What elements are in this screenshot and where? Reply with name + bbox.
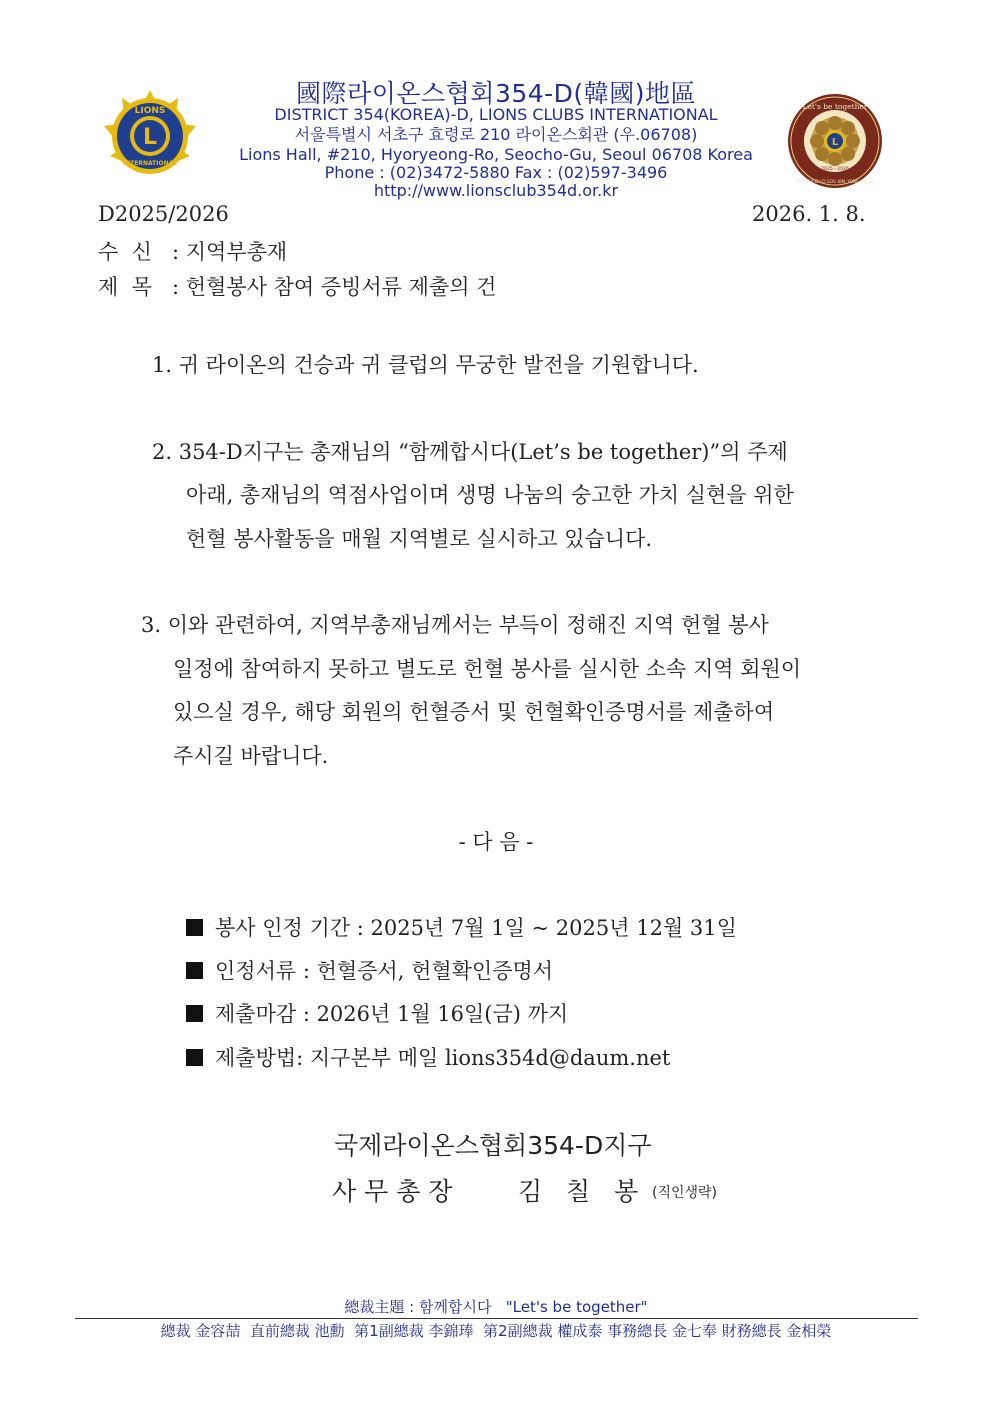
paragraph-3-line-1: 3. 이와 관련하여, 지역부총재님께서는 부득이 정해진 지역 헌혈 봉사 <box>141 613 769 637</box>
footer-officers: 總裁 金容喆 直前總裁 池勳 第1副總裁 李錦琫 第2副總裁 權成泰 事務總長 金七奉 財務總長 金相榮 <box>160 1322 832 1340</box>
item-text: 봉사 인정 기간 : 2025년 7월 1일 ~ 2025년 12월 31일 <box>215 916 737 940</box>
paragraph-3-line-2: 일정에 참여하지 못하고 별도로 헌혈 봉사를 실시한 소속 지역 회원이 <box>173 657 802 681</box>
square-bullet-icon <box>186 919 203 936</box>
square-bullet-icon <box>186 962 203 979</box>
svg-text:Let's be together: Let's be together <box>802 102 868 111</box>
item-text: 제출방법: 지구본부 메일 lions354d@daum.net <box>215 1046 671 1070</box>
document-number: D2025/2026 <box>98 202 229 226</box>
recipient-value: : 지역부총재 <box>172 240 288 264</box>
svg-text:LIONS: LIONS <box>134 106 166 116</box>
seal-omitted-note: (직인생략) <box>652 1185 718 1201</box>
paragraph-2-line-1: 2. 354-D지구는 총재님의 “함께합시다(Let’s be together)”의 주제 <box>152 440 788 464</box>
signature-organization: 국제라이온스협회354-D지구 <box>334 1131 652 1160</box>
signature-title: 사 무 총 장 <box>332 1177 453 1206</box>
paragraph-2-line-3: 헌혈 봉사활동을 매월 지역별로 실시하고 있습니다. <box>186 527 653 551</box>
svg-text:2025 - 2026: 2025 - 2026 <box>821 167 849 172</box>
item-text: 인정서류 : 헌혈증서, 헌혈확인증명서 <box>215 959 554 983</box>
lions-international-logo <box>100 88 200 184</box>
list-item <box>186 955 553 985</box>
subject-value: : 헌혈봉사 참여 증빙서류 제출의 건 <box>172 275 497 299</box>
lets-be-together-seal <box>786 92 884 190</box>
recipient-label: 수 신 <box>98 240 152 264</box>
footer-divider <box>75 1318 918 1319</box>
address-korean: 서울특별시 서초구 효령로 210 라이온스회관 (우.06708) <box>294 125 698 144</box>
document-date: 2026. 1. 8. <box>752 202 866 226</box>
notice-heading: - 다 음 - <box>458 830 534 854</box>
svg-text:L: L <box>831 137 839 148</box>
list-item <box>186 912 737 942</box>
svg-text:L: L <box>142 125 158 150</box>
list-item <box>186 1042 670 1072</box>
address-english: Lions Hall, #210, Hyoryeong-Ro, Seocho-Gu, Seoul 06708 Korea <box>239 145 753 164</box>
square-bullet-icon <box>186 1049 203 1066</box>
paragraph-2-line-2: 아래, 총재님의 역점사업이며 생명 나눔의 숭고한 가치 실현을 위한 <box>186 483 794 507</box>
svg-text:DIST.354-D LCI GOV. KIM, YONG-: DIST.354-D LCI GOV. KIM, YONG-CHEOL <box>795 179 875 184</box>
item-text: 제출마감 : 2026년 1월 16일(금) 까지 <box>215 1002 569 1026</box>
footer-theme: 總裁主題 : 함께합시다 "Let's be together" <box>344 1298 648 1316</box>
paragraph-3-line-4: 주시길 바랍니다. <box>173 744 329 768</box>
website-link[interactable]: http://www.lionsclub354d.or.kr <box>373 181 619 200</box>
org-title: 國際라이온스협회354-D(韓國)地區 <box>296 79 696 108</box>
lets-be-together-seal-icon <box>786 92 884 190</box>
lions-international-emblem-icon <box>100 88 200 184</box>
signature-name: 김 칠 봉 <box>518 1177 639 1206</box>
svg-text:INTERNATIONAL: INTERNATIONAL <box>122 160 178 167</box>
list-item <box>186 998 568 1028</box>
paragraph-3-line-3: 있으실 경우, 해당 회원의 헌혈증서 및 헌혈확인증명서를 제출하여 <box>173 700 775 724</box>
subject-label: 제 목 <box>98 275 152 299</box>
square-bullet-icon <box>186 1005 203 1022</box>
paragraph-1: 1. 귀 라이온의 건승과 귀 클럽의 무궁한 발전을 기원합니다. <box>152 353 699 377</box>
phone-fax: Phone : (02)3472-5880 Fax : (02)597-3496 <box>324 163 668 182</box>
org-english-name: DISTRICT 354(KOREA)-D, LIONS CLUBS INTERNATIONAL <box>274 105 718 124</box>
